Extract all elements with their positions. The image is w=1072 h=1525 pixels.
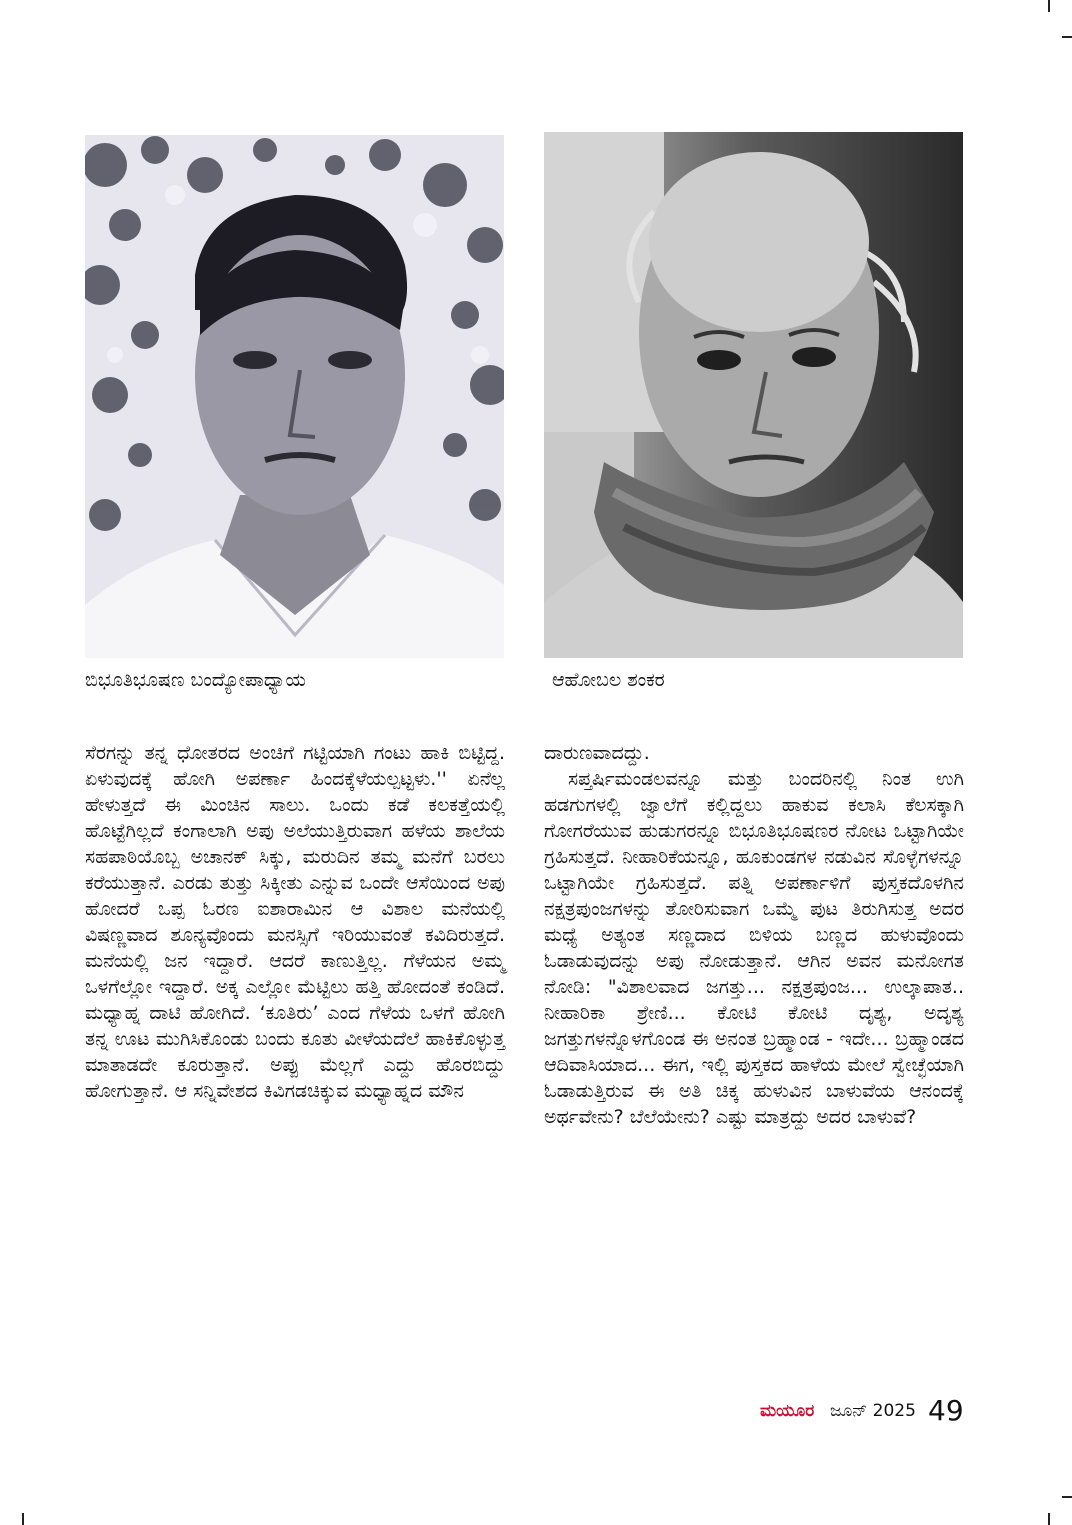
crop-mark [1062, 1496, 1072, 1498]
page-number: 49 [928, 1394, 964, 1427]
page-footer [0, 1394, 1072, 1430]
photo-ahobala-shankara [544, 132, 963, 658]
photo-bibhutibhushan [85, 135, 504, 658]
article-column-left [85, 740, 505, 1104]
paragraph: ಸಪ್ತರ್ಷಿಮಂಡಲವನ್ನೂ ಮತ್ತು ಬಂದರಿನಲ್ಲಿ ನಿಂತ ಉಗಿ ಹಡಗುಗಳಲ್ಲಿ ಜ್ವಾಲೆಗೆ ಕಲ್ಲಿದ್ದಲು ಹಾಕುವ ಕಲಾಸಿ ಕೆಲಸಕ್ಕಾಗಿ ಗೋಗರೆಯುವ ಹುಡುಗರನ್ನೂ ಬಿಭೂತಿಭೂಷಣರ ನೋಟ ಒಟ್ಟಾಗಿಯೇ ಗ್ರಹಿಸುತ್ತದೆ. ನೀಹಾರಿಕೆಯನ್ನೂ, ಹೂಕುಂಡಗಳ ನಡುವಿನ ಸೊಳ್ಳೆಗಳನ್ನೂ ಒಟ್ಟಾಗಿಯೇ ಗ್ರಹಿಸುತ್ತದೆ. ಪತ್ನಿ ಅಪರ್ಣಾಳಿಗೆ ಪುಸ್ತಕದೊಳಗಿನ ನಕ್ಷತ್ರಪುಂಜಗಳನ್ನು ತೋರಿಸುವಾಗ ಒಮ್ಮೆ ಪುಟ ತಿರುಗಿಸುತ್ತ ಅದರ ಮಧ್ಯೆ ಅತ್ಯಂತ ಸಣ್ಣದಾದ ಬಿಳಿಯ ಬಣ್ಣದ ಹುಳುವೊಂದು ಓಡಾಡುವುದನ್ನು ಅಪು ನೋಡುತ್ತಾನೆ. ಆಗಿನ ಅವನ ಮನೋಗತ ನೋಡಿ: "ವಿಶಾಲವಾದ ಜಗತ್ತು... ನಕ್ಷತ್ರಪುಂಜ... ಉಲ್ಕಾಪಾತ.. ನೀಹಾರಿಕಾ ಶ್ರೇಣಿ... ಕೋಟಿ ಕೋಟಿ ದೃಶ್ಯ, ಅದೃಶ್ಯ ಜಗತ್ತುಗಳನ್ನೊಳಗೊಂಡ ಈ ಅನಂತ ಬ್ರಹ್ಮಾಂಡ - ಇದೇ... ಬ್ರಹ್ಮಾಂಡದ ಆದಿವಾಸಿಯಾದ... ಈಗ, ಇಲ್ಲಿ ಪುಸ್ತಕದ ಹಾಳೆಯ ಮೇಲೆ ಸ್ವೇಚ್ಛೆಯಾಗಿ ಓಡಾಡುತ್ತಿರುವ ಈ ಅತಿ ಚಿಕ್ಕ ಹುಳುವಿನ ಬಾಳುವೆಯ ಆನಂದಕ್ಕೆ ಅರ್ಥವೇನು? ಬೆಲೆಯೇನು? ಎಷ್ಟು ಮಾತ್ರದ್ದು ಅದರ ಬಾಳುವೆ? [544, 768, 964, 1128]
crop-mark [1062, 36, 1072, 38]
crop-mark [22, 1513, 24, 1525]
photo-caption-left: ಬಿಭೂತಿಭೂಷಣ ಬಂದ್ಯೋಪಾಧ್ಯಾಯ [85, 669, 306, 691]
issue-date: ಜೂನ್ 2025 [830, 1401, 916, 1421]
paragraph: ಸೆರಗನ್ನು ತನ್ನ ಧೋತರದ ಅಂಚಿಗೆ ಗಟ್ಟಿಯಾಗಿ ಗಂಟು ಹಾಕಿ ಬಿಟ್ಟಿದ್ದ. ಏಳುವುದಕ್ಕೆ ಹೋಗಿ ಅಪರ್ಣಾ ಹಿಂದಕ್ಕೆಳೆಯಲ್ಪಟ್ಟಳು.'' ಏನೆಲ್ಲ ಹೇಳುತ್ತದೆ ಈ ಮಿಂಚಿನ ಸಾಲು. ಒಂದು ಕಡೆ ಕಲಕತ್ತೆಯಲ್ಲಿ ಹೊಟ್ಟೆಗಿಲ್ಲದೆ ಕಂಗಾಲಾಗಿ ಅಪು ಅಲೆಯುತ್ತಿರುವಾಗ ಹಳೆಯ ಶಾಲೆಯ ಸಹಪಾಠಿಯೊಬ್ಬ ಅಚಾನಕ್ ಸಿಕ್ಕು, ಮರುದಿನ ತಮ್ಮ ಮನೆಗೆ ಬರಲು ಕರೆಯುತ್ತಾನೆ. ಎರಡು ತುತ್ತು ಸಿಕ್ಕೀತು ಎನ್ನುವ ಒಂದೇ ಆಸೆಯಿಂದ ಅಪು ಹೋದರೆ ಒಪ್ಪ ಓರಣ ಐಶಾರಾಮಿನ ಆ ವಿಶಾಲ ಮನೆಯಲ್ಲಿ ವಿಷಣ್ಣವಾದ ಶೂನ್ಯವೊಂದು ಮನಸ್ಸಿಗೆ ಇರಿಯುವಂತೆ ಕವಿದಿರುತ್ತದೆ. ಮನೆಯಲ್ಲಿ ಜನ ಇದ್ದಾರೆ. ಆದರೆ ಕಾಣುತ್ತಿಲ್ಲ. ಗೆಳೆಯನ ಅಮ್ಮ ಒಳಗೆಲ್ಲೋ ಇದ್ದಾರೆ. ಅಕ್ಕ ಎಲ್ಲೋ ಮೆಟ್ಟಿಲು ಹತ್ತಿ ಹೋದಂತೆ ಕಂಡಿದೆ. ಮಧ್ಯಾಹ್ನ ದಾಟಿ ಹೋಗಿದೆ. ‘ಕೂತಿರು’ ಎಂದ ಗೆಳೆಯ ಒಳಗೆ ಹೋಗಿ ತನ್ನ ಊಟ ಮುಗಿಸಿಕೊಂಡು ಬಂದು ಕೂತು ವೀಳೆಯದೆಲೆ ಹಾಕಿಕೊಳ್ಳುತ್ತ ಮಾತಾಡದೇ ಕೂರುತ್ತಾನೆ. ಅಪ್ಪು ಮೆಲ್ಲಗೆ ಎದ್ದು ಹೊರಬಿದ್ದು ಹೋಗುತ್ತಾನೆ. ಆ ಸನ್ನಿವೇಶದ ಕಿವಿಗಡಚಿಕ್ಕುವ ಮಧ್ಯಾಹ್ನದ ಮೌನ [85, 742, 505, 1102]
paragraph: ದಾರುಣವಾದದ್ದು. [544, 742, 650, 764]
crop-mark [1048, 0, 1050, 12]
article-column-right [544, 740, 964, 1130]
photo-caption-right: ಆಹೋಬಲ ಶಂಕರ [552, 669, 665, 691]
portrait-photo-icon [85, 135, 504, 658]
magazine-logo: ಮಯೂರ [760, 1401, 815, 1421]
crop-mark [1048, 1513, 1050, 1525]
portrait-photo-icon [544, 132, 963, 658]
